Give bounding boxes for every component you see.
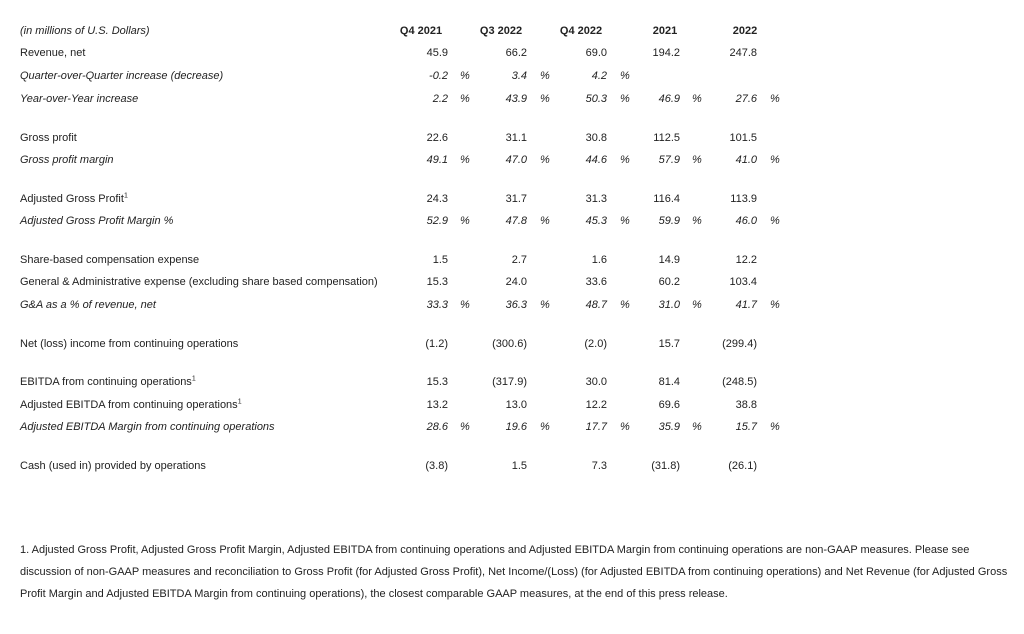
row-value: 30.0	[585, 376, 607, 388]
table-row	[0, 68, 1024, 84]
row-value: 45.9	[426, 47, 448, 59]
row-value: 1.5	[511, 460, 527, 472]
row-label	[20, 252, 199, 268]
row-value: (26.1)	[728, 460, 757, 472]
row-value: 15.3	[426, 276, 448, 288]
table-row	[0, 252, 1024, 268]
row-label	[20, 213, 173, 229]
column-header: 2022	[732, 25, 758, 37]
row-value: 13.0	[505, 399, 527, 411]
percent-sign: %	[692, 421, 702, 433]
row-value: 14.9	[658, 254, 680, 266]
row-label	[20, 297, 156, 313]
row-label-text: EBITDA from continuing operations	[20, 376, 192, 388]
row-value: 36.3	[505, 299, 527, 311]
percent-sign: %	[770, 421, 780, 433]
footnote: 1. Adjusted Gross Profit, Adjusted Gross Profit Margin, Adjusted EBITDA from continuing operations and Adjusted EBITDA Margin from continuing operations are non-GAAP measures. Please see discussion of non-GAAP measures and reconciliation to Gross Profit (for Adjusted Gross Profit), Net Income/(Loss) (for Adjusted EBITDA from continuing operations) and Net Revenue (for Adjusted Gross Profit Margin and Adjusted EBITDA Margin from continuing operations), the closest comparable GAAP measures, at the end of this press release.	[20, 544, 1008, 600]
percent-sign: %	[540, 421, 550, 433]
row-label	[20, 419, 275, 435]
percent-sign: %	[460, 154, 470, 166]
percent-sign: %	[540, 215, 550, 227]
row-label-text: Year-over-Year increase	[20, 93, 139, 105]
percent-sign: %	[620, 70, 630, 82]
row-value: (300.6)	[492, 338, 527, 350]
row-label-text: Quarter-over-Quarter increase (decrease)	[20, 70, 224, 82]
table-row	[0, 152, 1024, 168]
row-value: 1.5	[432, 254, 448, 266]
percent-sign: %	[770, 299, 780, 311]
row-label	[20, 374, 196, 390]
row-value: 13.2	[426, 399, 448, 411]
column-header: Q3 2022	[479, 25, 523, 37]
row-value: 30.8	[585, 132, 607, 144]
row-value: 45.3	[585, 215, 607, 227]
table-row	[0, 45, 1024, 61]
row-value: (317.9)	[492, 376, 527, 388]
row-value: 194.2	[652, 47, 680, 59]
row-value: 41.7	[735, 299, 757, 311]
row-value: 28.6	[426, 421, 448, 433]
row-value: 15.3	[426, 376, 448, 388]
row-value: 2.2	[432, 93, 448, 105]
table-row	[0, 458, 1024, 474]
row-label	[20, 397, 242, 413]
row-label-text: Adjusted EBITDA from continuing operations	[20, 399, 238, 411]
row-value: 59.9	[658, 215, 680, 227]
percent-sign: %	[770, 154, 780, 166]
unit-label: (in millions of U.S. Dollars)	[20, 25, 150, 37]
table-row	[0, 274, 1024, 290]
percent-sign: %	[620, 421, 630, 433]
row-value: 103.4	[729, 276, 757, 288]
row-value: -0.2	[429, 70, 448, 82]
row-value: 48.7	[585, 299, 607, 311]
row-value: 33.3	[426, 299, 448, 311]
row-value: 57.9	[658, 154, 680, 166]
row-value: 22.6	[426, 132, 448, 144]
footnote-marker: 1	[123, 192, 128, 200]
row-value: 101.5	[729, 132, 757, 144]
row-label-text: Net (loss) income from continuing operations	[20, 338, 239, 350]
row-value: 3.4	[511, 70, 527, 82]
row-value: 81.4	[658, 376, 680, 388]
row-value: 69.0	[585, 47, 607, 59]
row-label-text: Adjusted Gross Profit	[20, 193, 124, 205]
table-header-row	[0, 23, 1024, 39]
row-value: 46.0	[735, 215, 757, 227]
row-value: 12.2	[735, 254, 757, 266]
percent-sign: %	[692, 215, 702, 227]
row-label-text: Gross profit margin	[20, 154, 114, 166]
percent-sign: %	[460, 421, 470, 433]
row-value: 66.2	[505, 47, 527, 59]
row-value: (299.4)	[722, 338, 757, 350]
row-label	[20, 336, 238, 352]
row-value: 19.6	[505, 421, 527, 433]
row-label	[20, 191, 128, 207]
table-row	[0, 374, 1024, 390]
row-value: 15.7	[735, 421, 757, 433]
percent-sign: %	[692, 93, 702, 105]
row-label	[20, 45, 85, 61]
row-value: (248.5)	[722, 376, 757, 388]
percent-sign: %	[540, 299, 550, 311]
percent-sign: %	[460, 93, 470, 105]
percent-sign: %	[620, 154, 630, 166]
percent-sign: %	[540, 70, 550, 82]
row-value: 47.8	[505, 215, 527, 227]
row-value: 31.3	[585, 193, 607, 205]
table-row	[0, 397, 1024, 413]
percent-sign: %	[692, 154, 702, 166]
percent-sign: %	[620, 93, 630, 105]
percent-sign: %	[460, 299, 470, 311]
row-value: 33.6	[585, 276, 607, 288]
row-value: (1.2)	[425, 338, 448, 350]
row-value: (3.8)	[425, 460, 448, 472]
table-row	[0, 91, 1024, 107]
percent-sign: %	[540, 154, 550, 166]
percent-sign: %	[620, 299, 630, 311]
row-label-text: Cash (used in) provided by operations	[20, 460, 206, 472]
row-label	[20, 152, 114, 168]
row-label	[20, 458, 206, 474]
row-value: 15.7	[658, 338, 680, 350]
row-value: 247.8	[729, 47, 757, 59]
row-label-text: Gross profit	[20, 132, 77, 144]
row-value: 46.9	[658, 93, 680, 105]
row-label-text: General & Administrative expense (excluding share based compensation)	[20, 276, 378, 288]
percent-sign: %	[692, 299, 702, 311]
row-value: 44.6	[585, 154, 607, 166]
row-value: 27.6	[735, 93, 757, 105]
row-label-text: Revenue, net	[20, 47, 86, 59]
column-header: 2021	[652, 25, 678, 37]
row-label	[20, 68, 223, 84]
row-value: 43.9	[505, 93, 527, 105]
row-value: 41.0	[735, 154, 757, 166]
row-value: 17.7	[585, 421, 607, 433]
row-value: 4.2	[591, 70, 607, 82]
row-value: 69.6	[658, 399, 680, 411]
row-value: 47.0	[505, 154, 527, 166]
column-header: Q4 2022	[559, 25, 603, 37]
row-label-text: Adjusted Gross Profit Margin %	[20, 215, 174, 227]
table-row	[0, 213, 1024, 229]
footnote-marker: 1	[191, 375, 196, 383]
row-value: 113.9	[730, 193, 757, 205]
row-value: 112.5	[653, 132, 680, 144]
row-value: 31.0	[658, 299, 680, 311]
row-value: 60.2	[658, 276, 680, 288]
row-label	[20, 130, 77, 146]
table-row	[0, 191, 1024, 207]
row-value: 49.1	[426, 154, 448, 166]
row-value: 7.3	[591, 460, 607, 472]
row-value: 2.7	[511, 254, 527, 266]
table-row	[0, 297, 1024, 313]
row-value: 31.1	[505, 132, 527, 144]
footnote-marker: 1	[237, 398, 242, 406]
row-label-text: G&A as a % of revenue, net	[20, 299, 156, 311]
percent-sign: %	[460, 70, 470, 82]
row-value: (31.8)	[651, 460, 680, 472]
percent-sign: %	[620, 215, 630, 227]
percent-sign: %	[540, 93, 550, 105]
percent-sign: %	[770, 93, 780, 105]
row-value: 50.3	[585, 93, 607, 105]
table-row	[0, 419, 1024, 435]
row-label	[20, 274, 378, 290]
row-label	[20, 91, 138, 107]
row-value: 24.3	[426, 193, 448, 205]
table-row	[0, 130, 1024, 146]
row-value: 38.8	[735, 399, 757, 411]
row-value: 1.6	[591, 254, 607, 266]
row-label-text: Adjusted EBITDA Margin from continuing operations	[20, 421, 275, 433]
row-value: 116.4	[653, 193, 680, 205]
row-label-text: Share-based compensation expense	[20, 254, 200, 266]
row-value: 12.2	[585, 399, 607, 411]
percent-sign: %	[770, 215, 780, 227]
table-row	[0, 336, 1024, 352]
row-value: 52.9	[426, 215, 448, 227]
row-value: 35.9	[658, 421, 680, 433]
row-value: (2.0)	[584, 338, 607, 350]
column-header: Q4 2021	[399, 25, 443, 37]
row-value: 24.0	[505, 276, 527, 288]
percent-sign: %	[460, 215, 470, 227]
row-value: 31.7	[505, 193, 527, 205]
